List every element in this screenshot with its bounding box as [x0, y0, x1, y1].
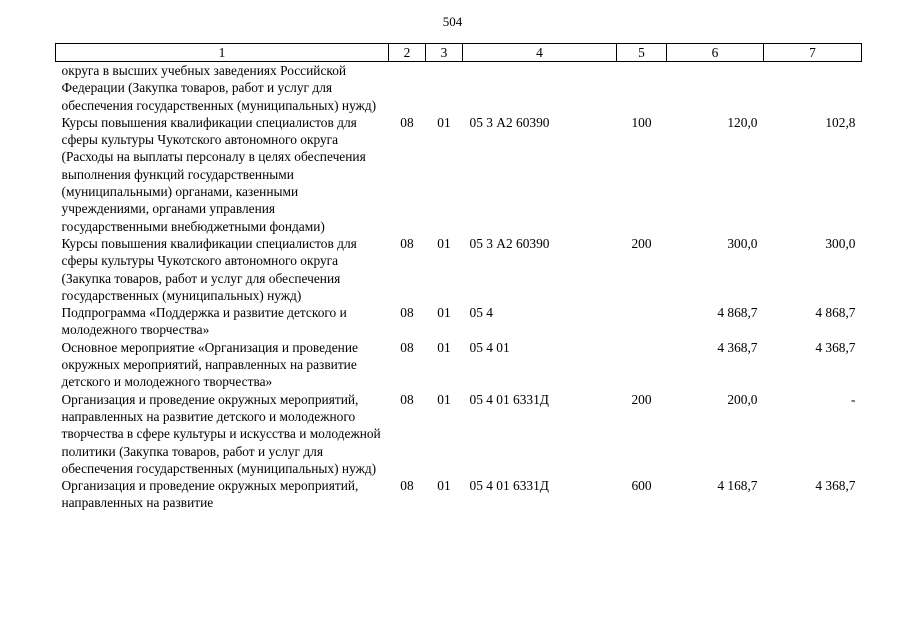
table-row [56, 391, 862, 477]
row-subsection: 01 [437, 391, 451, 407]
row-name: Организация и проведение окружных мероприятий, направленных на развитие [61, 478, 359, 511]
row-expense-type [617, 304, 667, 339]
page-number: 504 [442, 14, 463, 29]
row-name: Основное мероприятие «Организация и проведение окружных мероприятий, направленных на развитие детского и молодежного творчества» [61, 339, 358, 390]
row-name: Курсы повышения квалификации специалистов для сферы культуры Чукотского автономного округа (Закупка товаров, работ и услуг для обеспечения государственных (муниципальных) нужд) [61, 235, 357, 303]
row-sum-column-7: - [851, 391, 856, 407]
row-name: Подпрограмма «Поддержка и развитие детского и молодежного творчества» [61, 305, 347, 338]
row-section: 08 [400, 114, 414, 130]
row-sum-column-6: 4 868,7 [717, 305, 758, 321]
row-target-article: 05 3 А2 60390 [469, 235, 550, 251]
row-expense-type: 100 [631, 114, 652, 130]
row-section: 08 [400, 478, 414, 494]
row-target-article [463, 62, 617, 114]
table-row [56, 339, 862, 391]
row-sum-column-7: 4 368,7 [815, 478, 856, 494]
row-expense-type: 200 [631, 235, 652, 251]
row-subsection: 01 [437, 114, 451, 130]
row-sum-column-7: 4 868,7 [815, 305, 856, 321]
row-name: Организация и проведение окружных мероприятий, направленных на развитие детского и молодежного творчества в сфере культуры и искусства и молодежной политики (Закупка товаров, работ и услуг для обеспечения государственных (муниципальных) нужд) [61, 391, 381, 476]
row-sum-column-6: 4 168,7 [717, 478, 758, 494]
table-row [56, 62, 862, 114]
row-subsection: 01 [437, 235, 451, 251]
row-sum-column-6: 300,0 [727, 235, 758, 251]
row-subsection: 01 [437, 339, 451, 355]
row-section [389, 62, 426, 114]
row-target-article: 05 4 01 6331Д [469, 478, 549, 494]
row-sum-column-7: 4 368,7 [815, 339, 856, 355]
row-subsection: 01 [437, 305, 451, 321]
column-header-1: 1 [56, 44, 389, 62]
row-expense-type [617, 339, 667, 391]
row-section: 08 [400, 391, 414, 407]
row-expense-type: 600 [631, 478, 652, 494]
row-section: 08 [400, 235, 414, 251]
row-subsection [426, 62, 463, 114]
column-header-3: 3 [426, 44, 463, 62]
row-expense-type [617, 62, 667, 114]
column-header-7: 7 [764, 44, 862, 62]
row-name: Курсы повышения квалификации специалистов для сферы культуры Чукотского автономного округа (Расходы на выплаты персоналу в целях обеспечения выполнения функций государственными (муниципальными) органами, казенными учреждениями, органами управления государственными внебюджетными фондами) [61, 114, 366, 234]
table-row [56, 477, 862, 512]
column-header-4: 4 [463, 44, 617, 62]
table-row [56, 235, 862, 304]
row-section: 08 [400, 339, 414, 355]
row-target-article: 05 3 А2 60390 [469, 114, 550, 130]
row-sum-column-6 [667, 62, 764, 114]
row-sum-column-7: 300,0 [825, 235, 856, 251]
column-header-6: 6 [667, 44, 764, 62]
row-expense-type: 200 [631, 391, 652, 407]
row-target-article: 05 4 01 [469, 339, 510, 355]
row-target-article: 05 4 01 6331Д [469, 391, 549, 407]
row-subsection: 01 [437, 478, 451, 494]
row-section: 08 [400, 305, 414, 321]
row-sum-column-7 [764, 62, 862, 114]
row-name: округа в высших учебных заведениях Российской Федерации (Закупка товаров, работ и услуг для обеспечения государственных (муниципальных) нужд) [61, 63, 377, 113]
table-row [56, 304, 862, 339]
row-sum-column-7: 102,8 [825, 114, 856, 130]
table-row [56, 114, 862, 235]
column-header-2: 2 [389, 44, 426, 62]
row-sum-column-6: 200,0 [727, 391, 758, 407]
budget-table [55, 43, 862, 512]
row-sum-column-6: 4 368,7 [717, 339, 758, 355]
row-sum-column-6: 120,0 [727, 114, 758, 130]
table-header-row [56, 44, 862, 62]
column-header-5: 5 [617, 44, 667, 62]
row-target-article: 05 4 [469, 305, 493, 321]
